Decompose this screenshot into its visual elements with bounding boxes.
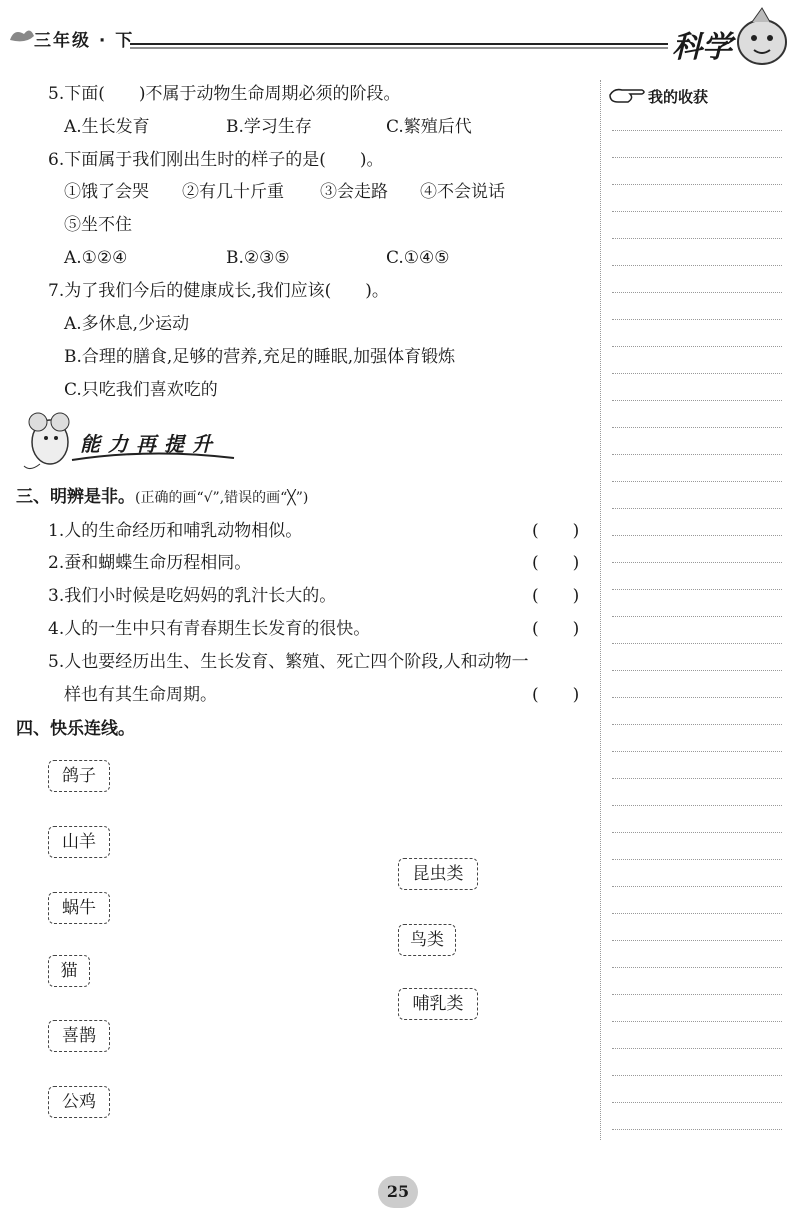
judge-item-5: 5.人也要经历出生、生长发育、繁殖、死亡四个阶段,人和动物一 (48, 652, 529, 672)
judge-item-1: 1.人的生命经历和哺乳动物相似。 (48, 521, 303, 541)
question-7-option-c: C.只吃我们喜欢吃的 (64, 380, 218, 400)
match-right-1[interactable]: 昆虫类 (398, 858, 478, 890)
question-6-option-b: B.②③⑤ (226, 248, 290, 268)
mascot-icon (738, 20, 786, 64)
judge-item-3: 3.我们小时候是吃妈妈的乳汁长大的。 (48, 586, 337, 606)
match-left-3[interactable]: 蜗牛 (48, 892, 110, 924)
question-6-item-2: ②有几十斤重 (182, 182, 284, 202)
match-right-2[interactable]: 鸟类 (398, 924, 456, 956)
section-4-title: 四、快乐连线。 (16, 719, 135, 739)
question-7-stem: 7.为了我们今后的健康成长,我们应该( )。 (48, 281, 389, 301)
sidebar-divider (600, 80, 601, 1140)
subject-label: 科学 (672, 30, 732, 65)
question-6-option-c: C.①④⑤ (386, 248, 450, 268)
match-left-1[interactable]: 鸽子 (48, 760, 110, 792)
match-left-2[interactable]: 山羊 (48, 826, 110, 858)
leaf-icon (10, 30, 34, 41)
question-6-item-3: ③会走路 (320, 182, 388, 202)
judge-answer-2[interactable]: ( ) (532, 553, 580, 573)
grade-label: 三年级 · 下 (34, 31, 135, 51)
judge-answer-3[interactable]: ( ) (532, 586, 580, 606)
question-5-option-a: A.生长发育 (64, 117, 150, 137)
judge-answer-1[interactable]: ( ) (532, 521, 580, 541)
question-5-option-c: C.繁殖后代 (386, 117, 472, 137)
question-7-option-b: B.合理的膳食,足够的营养,充足的睡眠,加强体育锻炼 (64, 347, 456, 367)
section-banner-title: 能力再提升 (80, 432, 220, 456)
match-right-3[interactable]: 哺乳类 (398, 988, 478, 1020)
judge-item-2: 2.蚕和蝴蝶生命历程相同。 (48, 553, 252, 573)
question-6-item-5: ⑤坐不住 (64, 215, 132, 235)
section-3-note: (正确的画“√”,错误的画“╳”) (135, 490, 309, 506)
question-6-stem: 6.下面属于我们刚出生时的样子的是( )。 (48, 150, 384, 170)
match-left-5[interactable]: 喜鹊 (48, 1020, 110, 1052)
question-6-option-a: A.①②④ (64, 248, 128, 268)
pointing-hand-icon (608, 84, 648, 106)
match-left-4[interactable]: 猫 (48, 955, 90, 987)
page-number: 25 (378, 1176, 418, 1208)
question-6-item-4: ④不会说话 (420, 182, 505, 202)
sidebar-title: 我的收获 (648, 88, 709, 106)
judge-answer-4[interactable]: ( ) (532, 619, 580, 639)
judge-answer-5[interactable]: ( ) (532, 685, 580, 705)
judge-item-5-cont: 样也有其生命周期。 (64, 685, 217, 705)
question-7-option-a: A.多休息,少运动 (64, 314, 190, 334)
question-5-stem: 5.下面( )不属于动物生命周期必须的阶段。 (48, 84, 401, 104)
match-left-6[interactable]: 公鸡 (48, 1086, 110, 1118)
section-3-title: 三、明辨是非。 (16, 487, 135, 507)
question-6-item-1: ①饿了会哭 (64, 182, 149, 202)
question-5-option-b: B.学习生存 (226, 117, 312, 137)
judge-item-4: 4.人的一生中只有青春期生长发育的很快。 (48, 619, 371, 639)
